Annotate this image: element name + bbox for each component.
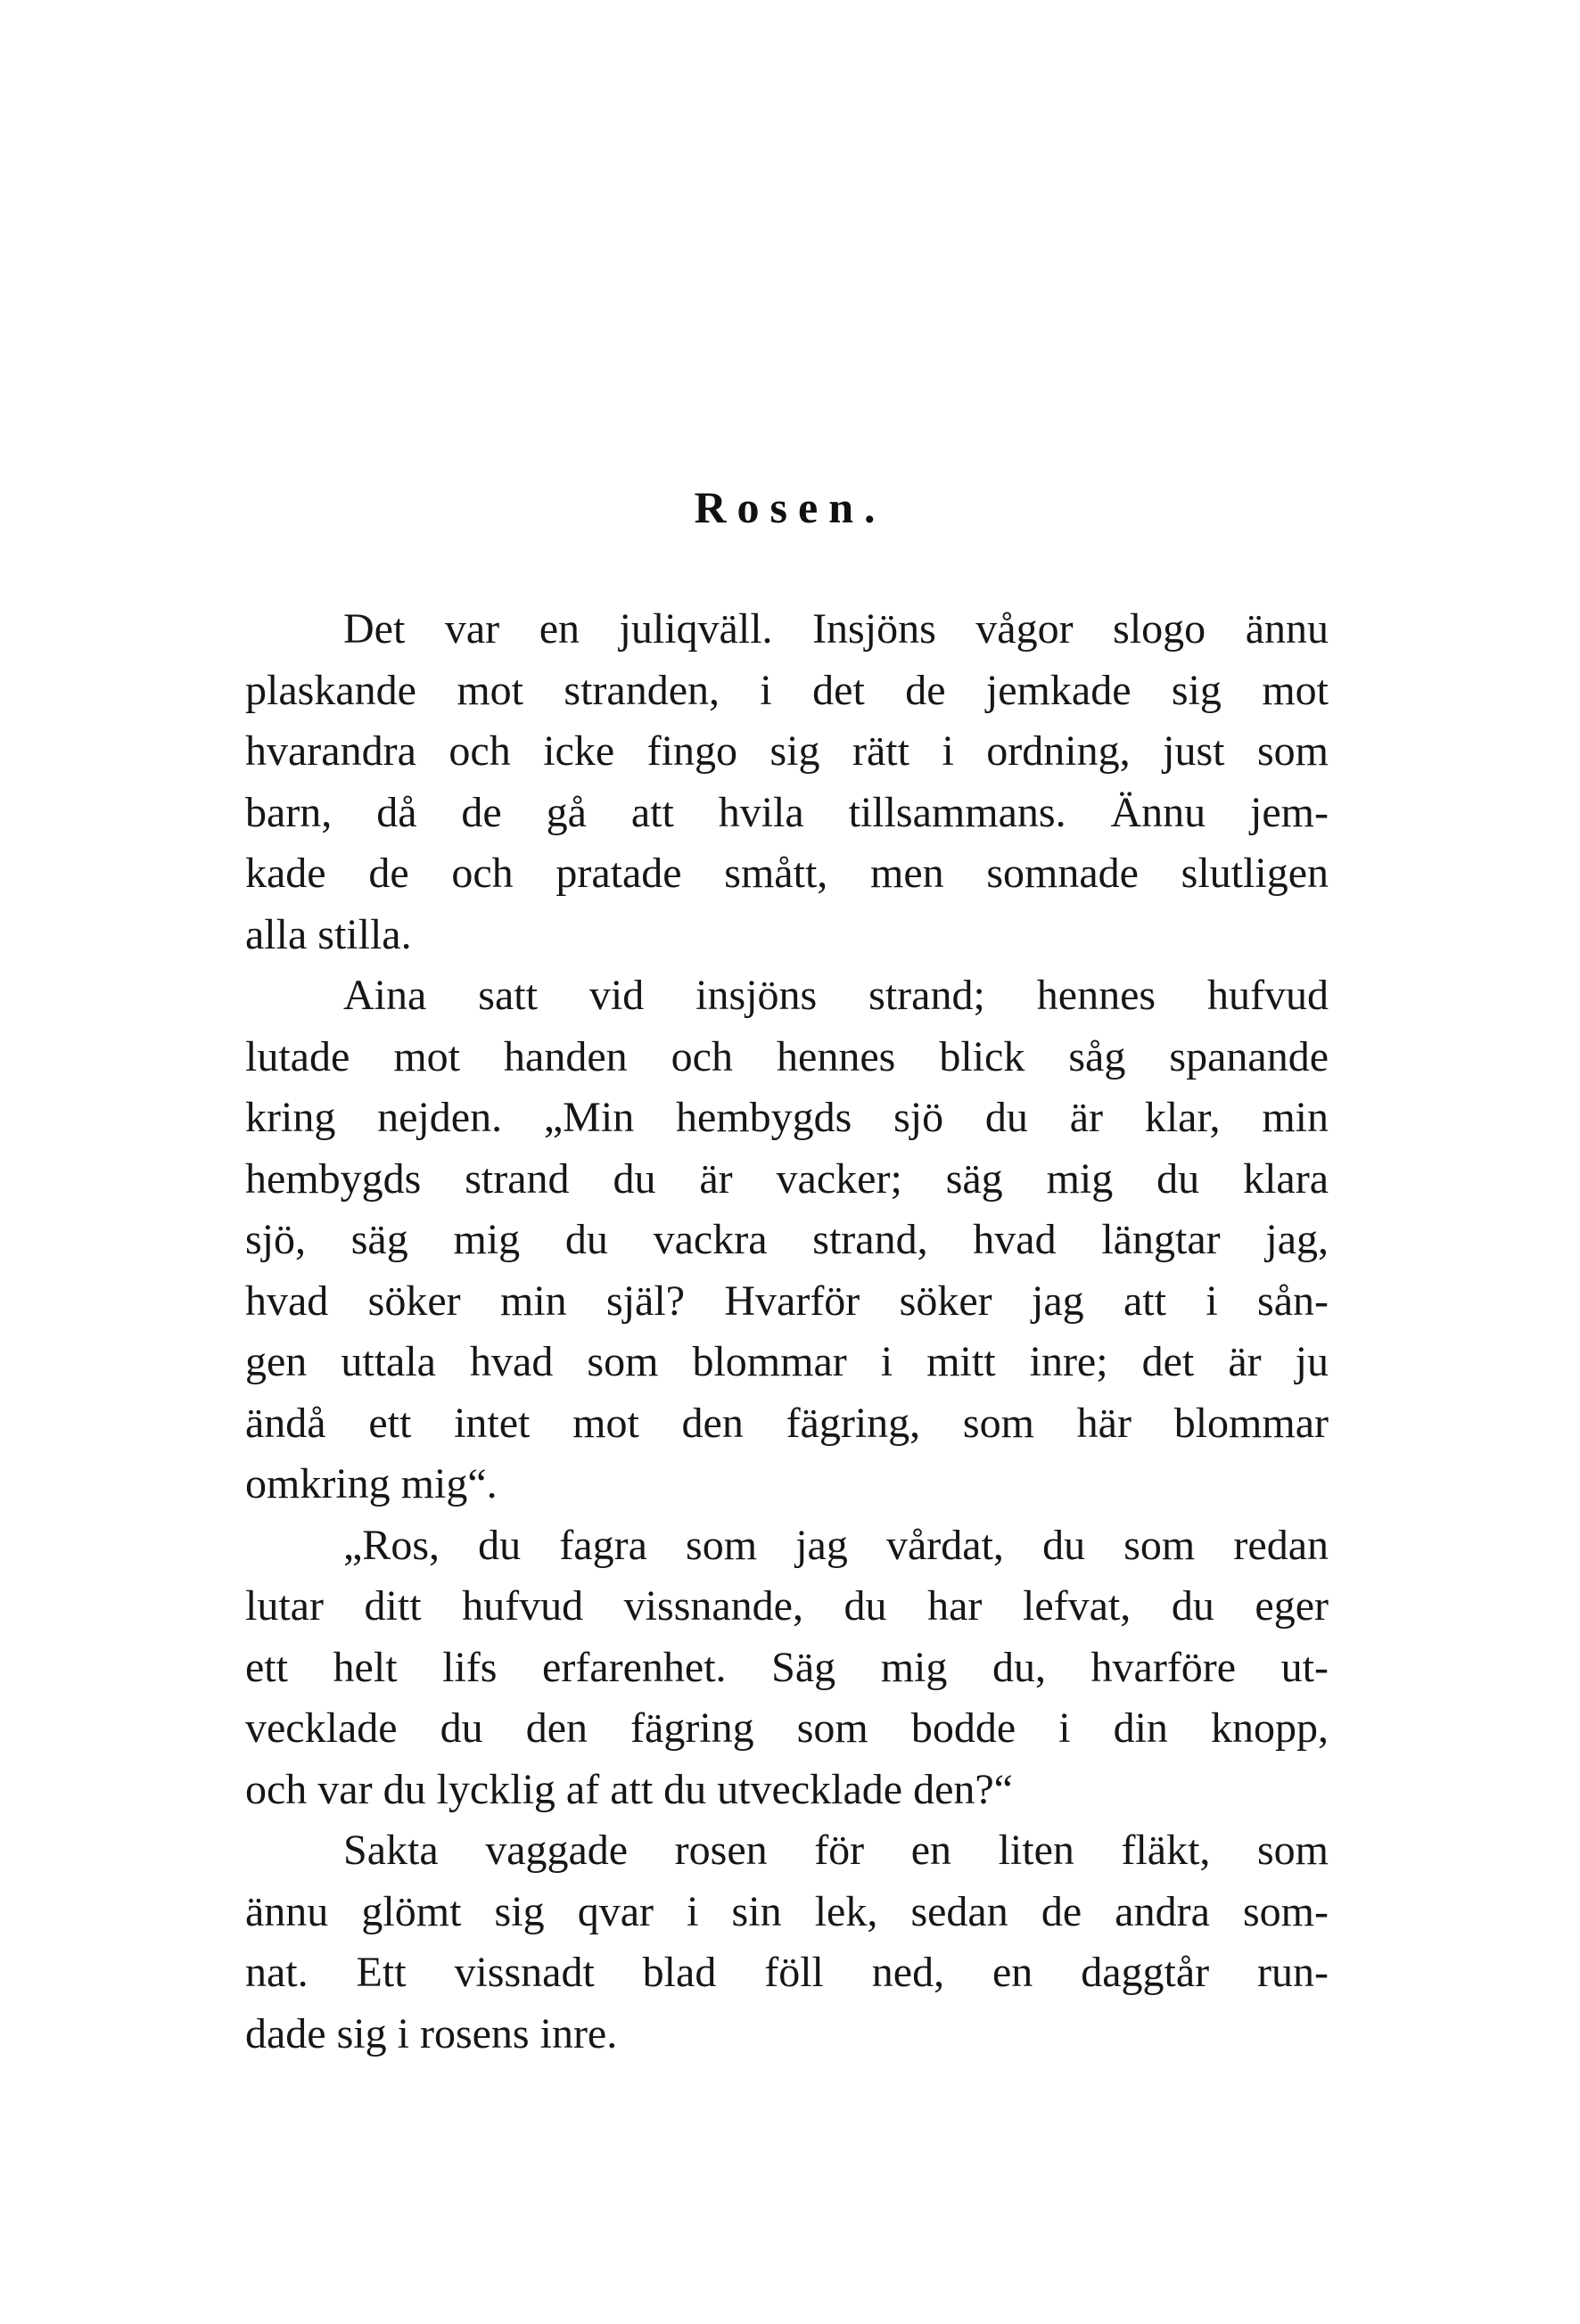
- text-line: plaskande mot stranden, i det de jemkade sig mot: [245, 666, 1329, 714]
- text-line: „Ros, du fagra som jag vårdat, du som redan: [343, 1521, 1329, 1569]
- text-line: kring nejden. „Min hembygds sjö du är klar, min: [245, 1094, 1329, 1141]
- chapter-title: Rosen.: [694, 482, 886, 532]
- text-line: alla stilla.: [245, 910, 412, 958]
- text-line: dade sig i rosens inre.: [245, 2009, 618, 2057]
- text-line: barn, då de gå att hvila tillsammans. Ännu jem-: [245, 788, 1329, 836]
- text-line: omkring mig“.: [245, 1460, 498, 1507]
- text-line: ändå ett intet mot den fägring, som här blommar: [245, 1399, 1329, 1447]
- text-line: gen uttala hvad som blommar i mitt inre; det är ju: [245, 1338, 1329, 1385]
- text-line: lutar ditt hufvud vissnande, du har lefvat, du eger: [245, 1582, 1329, 1630]
- text-line: ännu glömt sig qvar i sin lek, sedan de andra som-: [245, 1887, 1329, 1935]
- text-line: ett helt lifs erfarenhet. Säg mig du, hvarföre ut-: [245, 1643, 1329, 1691]
- text-line: Sakta vaggade rosen för en liten fläkt, som: [343, 1827, 1329, 1874]
- text-line: och var du lycklig af att du utvecklade den?“: [245, 1765, 1013, 1813]
- text-line: vecklade du den fägring som bodde i din knopp,: [245, 1704, 1329, 1752]
- text-line: hvad söker min själ? Hvarför söker jag att i sån-: [245, 1277, 1329, 1325]
- body-text: [245, 599, 1329, 2065]
- text-line: Det var en juliqväll. Insjöns vågor slogo ännu: [343, 605, 1329, 653]
- text-line: nat. Ett vissnadt blad föll ned, en daggtår run-: [245, 1949, 1329, 1996]
- text-line: Aina satt vid insjöns strand; hennes hufvud: [343, 972, 1329, 1019]
- text-line: sjö, säg mig du vackra strand, hvad längtar jag,: [245, 1216, 1329, 1263]
- text-line: kade de och pratade smått, men somnade slutligen: [245, 850, 1329, 897]
- text-line: hvarandra och icke fingo sig rätt i ordning, just som: [245, 727, 1329, 775]
- text-line: hembygds strand du är vacker; säg mig du klara: [245, 1154, 1329, 1203]
- text-line: lutade mot handen och hennes blick såg spanande: [245, 1032, 1329, 1080]
